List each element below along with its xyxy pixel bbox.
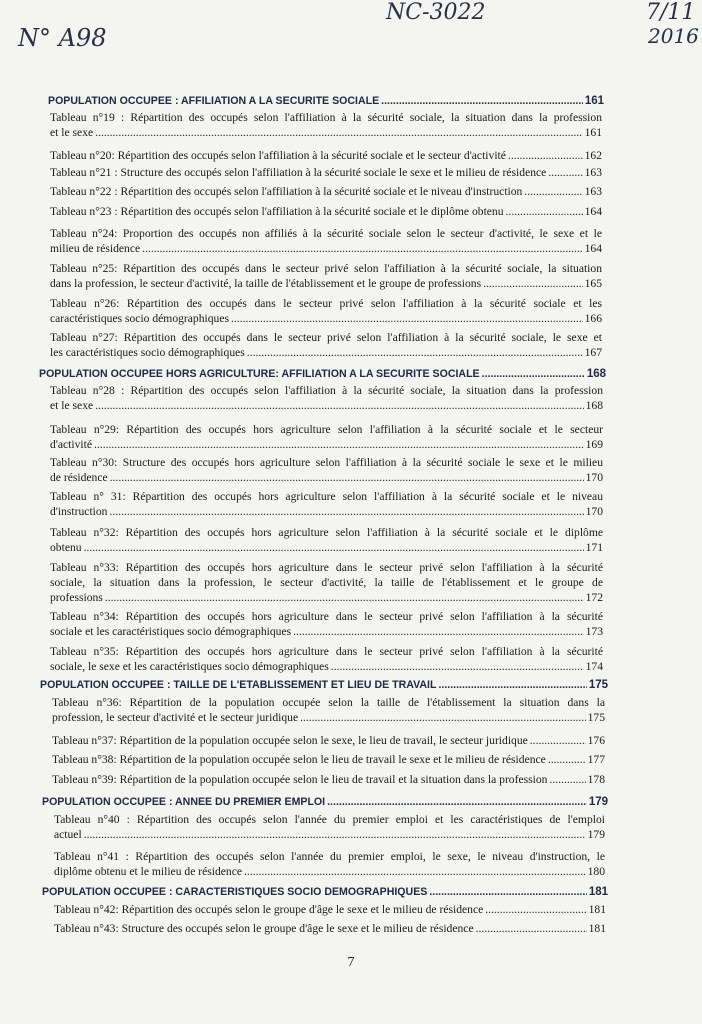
leader-dots [142,241,582,256]
entry-line: Tableau n°26: Répartition des occupés dans le secteur privé selon l'affiliation à la sécurité sociale et les [50,297,602,310]
leader-dots [110,470,584,485]
entry-page: 174 [585,660,603,673]
entry-line: Tableau n°28 : Répartition des occupés selon l'affiliation à la sécurité sociale, la situation dans la profession [50,384,603,397]
toc-entry [54,902,606,917]
section-heading [42,796,608,808]
entry-page: 181 [588,903,606,916]
entry-line [50,624,603,639]
entry-line [54,921,606,936]
entry-line [50,125,602,140]
leader-dots [300,710,586,725]
toc-entry [52,752,605,767]
section-title: POPULATION OCCUPEE HORS AGRICULTURE: AFFILIATION A LA SECURITE SOCIALE [39,368,480,380]
toc-entry [54,921,606,936]
section-page: 179 [588,796,608,808]
entry-page: 169 [585,438,603,451]
entry-page: 172 [585,591,603,604]
page-number: 7 [347,955,355,970]
entry-text: profession, le secteur d'activité et le secteur juridique [52,711,299,724]
leader-dots [483,276,583,291]
entry-line [50,437,603,452]
entry-text: diplôme obtenu et le milieu de résidence [54,865,243,878]
entry-text: Tableau n°38: Répartition de la population occupée selon le lieu de travail le sexe et le milieu de résidence [52,753,546,766]
entry-line: Tableau n°35: Répartition des occupés hors agriculture dans le secteur privé selon l'affiliation à la sécurité [50,645,603,658]
entry-page: 181 [588,922,606,935]
entry-text: Tableau n°22 : Répartition des occupés selon l'affiliation à la sécurité sociale et le niveau d'instruction [50,185,523,198]
toc-entry [54,812,605,842]
toc-entry [50,644,603,674]
entry-line [50,184,602,199]
section-title: POPULATION OCCUPEE : ANNEE DU PREMIER EMPLOI [42,796,326,808]
leader-dots [482,368,585,380]
entry-line [54,827,605,842]
section-page: 168 [586,368,606,380]
entry-text: Tableau n°42: Répartition des occupés selon le groupe d'âge le sexe et le milieu de résidence [54,903,484,916]
leader-dots [506,204,583,219]
section-heading [42,886,608,898]
entry-page: 161 [584,126,602,139]
entry-text: milieu de résidence [50,242,141,255]
toc-entry [50,296,602,326]
leader-dots [524,184,582,199]
entry-page: 170 [585,471,603,484]
entry-line [50,470,603,485]
leader-dots [231,311,583,326]
entry-line: Tableau n°27: Répartition des occupés dans le secteur privé selon l'affiliation à la sécurité sociale, le sexe et [50,331,602,344]
entry-line [52,733,605,748]
leader-dots [548,752,586,767]
entry-text: caractéristiques socio démographiques [50,312,229,325]
entry-page: 170 [585,505,603,518]
leader-dots [549,772,585,787]
entry-line: Tableau n°32: Répartition des occupés hors agriculture selon l'affiliation à la sécurité sociale et le diplôme [50,526,603,539]
entry-text: Tableau n°39: Répartition de la population occupée selon le lieu de travail et la situation dans la profession [52,773,548,786]
entry-line: sociale, la situation dans la profession, le secteur d'activité, la taille de l'établissement et le groupe de [50,576,603,589]
toc-entry [50,148,602,163]
leader-dots [438,679,586,691]
section-page: 161 [584,95,604,107]
entry-text: sociale, le sexe et les caractéristiques socio démographiques [50,660,329,673]
entry-line: Tableau n°40 : Répartition des occupés selon l'année du premier emploi et les caractéristiques de l'emploi [54,813,605,826]
entry-line: Tableau n°29: Répartition des occupés hors agriculture selon l'affiliation à la sécurité sociale et le secteur [50,423,603,436]
toc-entry [50,165,602,180]
leader-dots [331,659,584,674]
toc-entry [50,330,602,360]
section-heading [39,368,606,380]
toc-entry [50,226,602,256]
entry-line [52,772,605,787]
entry-page: 178 [587,773,605,786]
entry-line: Tableau n° 31: Répartition des occupés hors agriculture selon l'affiliation à la sécurité sociale et le niveau [50,490,603,503]
leader-dots [429,886,586,898]
entry-text: actuel [54,828,82,841]
handwritten-number: N° A98 [18,24,107,52]
leader-dots [244,864,586,879]
entry-line [50,659,603,674]
section-title: POPULATION OCCUPEE : TAILLE DE L'ETABLISSEMENT ET LIEU DE TRAVAIL [40,679,437,691]
leader-dots [530,733,586,748]
entry-line [50,590,603,605]
entry-line [50,148,602,163]
toc-entry [50,489,603,519]
toc-entry [52,695,605,725]
entry-line: Tableau n°25: Répartition des occupés dans le secteur privé selon l'affiliation à la sécurité sociale, la situation [50,262,602,275]
handwritten-reference: NC-3022 [386,0,486,25]
entry-line: Tableau n°19 : Répartition des occupés selon l'affiliation à la sécurité sociale, la situation dans la profession [50,111,602,124]
entry-line [50,345,602,360]
entry-text: Tableau n°23 : Répartition des occupés selon l'affiliation à la sécurité sociale et le diplôme obtenu [50,205,504,218]
leader-dots [327,796,587,808]
entry-line [50,276,602,291]
leader-dots [476,921,587,936]
entry-line [50,504,603,519]
leader-dots [94,437,584,452]
entry-line [54,902,606,917]
leader-dots [84,827,586,842]
toc-entry [50,609,603,639]
leader-dots [84,540,584,555]
toc-entry [50,455,603,485]
leader-dots [485,902,586,917]
entry-line: Tableau n°33: Répartition des occupés hors agriculture dans le secteur privé selon l'affiliation à la sécurité [50,561,603,574]
entry-page: 173 [585,625,603,638]
entry-page: 176 [587,734,605,747]
entry-page: 164 [584,242,602,255]
entry-page: 180 [587,865,605,878]
section-page: 175 [588,679,608,691]
handwritten-date-2: 2016 [648,24,699,48]
leader-dots [381,95,583,107]
toc-entry [50,110,602,140]
leader-dots [109,504,583,519]
entry-text: et le sexe [50,399,94,412]
entry-page: 168 [585,399,603,412]
toc-entry [50,184,602,199]
entry-text: professions [50,591,103,604]
entry-text: d'instruction [50,505,108,518]
leader-dots [105,590,584,605]
leader-dots [548,165,582,180]
entry-line [50,241,602,256]
section-heading [48,95,604,107]
toc-entry [50,383,603,413]
entry-text: et le sexe [50,126,94,139]
entry-line [52,710,605,725]
entry-text: Tableau n°37: Répartition de la population occupée selon le sexe, le lieu de travail, le secteur juridique [52,734,528,747]
entry-line [50,398,603,413]
entry-page: 162 [584,149,602,162]
toc-entry [50,261,602,291]
entry-text: d'activité [50,438,93,451]
entry-line [50,311,602,326]
entry-line: Tableau n°34: Répartition des occupés hors agriculture dans le secteur privé selon l'affiliation à la sécurité [50,610,603,623]
entry-page: 163 [584,166,602,179]
entry-page: 171 [585,541,603,554]
entry-text: obtenu [50,541,82,554]
entry-page: 177 [587,753,605,766]
entry-text: les caractéristiques socio démographiques [50,346,245,359]
toc-entry [52,733,605,748]
toc-entry [50,422,603,452]
entry-text: Tableau n°20: Répartition des occupés selon l'affiliation à la sécurité sociale et le secteur d'activité [50,149,506,162]
entry-line: Tableau n°30: Structure des occupés hors agriculture selon l'affiliation à la sécurité sociale le sexe et le milieu [50,456,603,469]
leader-dots [293,624,583,639]
entry-page: 175 [587,711,605,724]
entry-line: Tableau n°36: Répartition de la population occupée selon la taille de l'établissement la situation dans la [52,696,605,709]
entry-page: 164 [584,205,602,218]
toc-entry [50,560,603,605]
entry-page: 165 [584,277,602,290]
toc-entry [50,204,602,219]
section-page: 181 [588,886,608,898]
entry-text: dans la profession, le secteur d'activité, la taille de l'établissement et le groupe de professions [50,277,482,290]
entry-text: de résidence [50,471,108,484]
section-heading [40,679,608,691]
leader-dots [247,345,583,360]
entry-line [50,540,603,555]
entry-page: 179 [587,828,605,841]
entry-page: 163 [584,185,602,198]
entry-line [54,864,605,879]
leader-dots [95,125,582,140]
entry-line [50,165,602,180]
toc-entry [50,525,603,555]
entry-line [52,752,605,767]
section-title: POPULATION OCCUPEE : CARACTERISTIQUES SOCIO DEMOGRAPHIQUES [42,886,428,898]
section-title: POPULATION OCCUPEE : AFFILIATION A LA SECURITE SOCIALE [48,95,380,107]
entry-text: Tableau n°43: Structure des occupés selon le groupe d'âge le sexe et le milieu de résidence [54,922,474,935]
toc-entry [52,772,605,787]
entry-line: Tableau n°24: Proportion des occupés non affiliés à la sécurité sociale selon le secteur d'activité, le sexe et le [50,227,602,240]
toc-entry [54,849,605,879]
leader-dots [508,148,583,163]
entry-page: 166 [584,312,602,325]
entry-line [50,204,602,219]
entry-line: Tableau n°41 : Répartition des occupés selon l'année du premier emploi, le sexe, le niveau d'instruction, le [54,850,605,863]
entry-text: Tableau n°21 : Structure des occupés selon l'affiliation à la sécurité sociale le sexe et le milieu de résidence [50,166,547,179]
handwritten-date-1: 7/11 [646,0,696,25]
leader-dots [95,398,583,413]
entry-text: sociale et les caractéristiques socio démographiques [50,625,292,638]
entry-page: 167 [584,346,602,359]
